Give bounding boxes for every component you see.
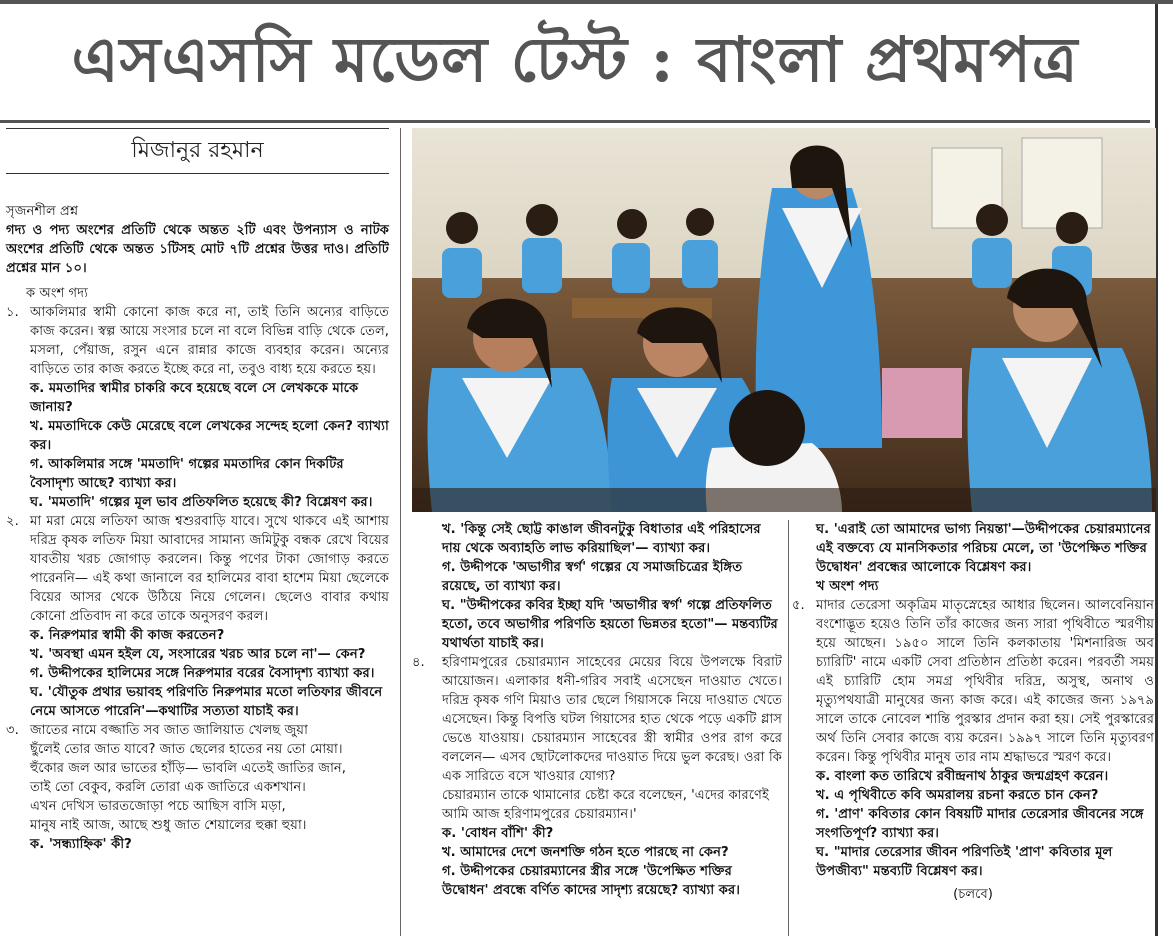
q3-poem-line: এখন দেখিস ভারতজোড়া পচে আছিস বাসি মড়া, <box>30 799 286 814</box>
q4-ka: ক. 'বোধন বাঁশি' কী? <box>442 826 554 841</box>
classroom-illustration <box>412 128 1156 512</box>
q5-stem: মাদার তেরেসা অকৃত্রিম মাতৃস্নেহের আধার ছিলেন। আলবেনিয়ান বংশোদ্ভূত হয়েও তিনি তাঁর কাজের জন্য সারা পৃথিবীতে স্মরণীয় হয়ে আছেন। ১৯৫০ সালে তিনি কলকাতায় 'মিশনারিজ অব চ্যারিটি' নামে একটি সেবা প্রতিষ্ঠান প্রতিষ্ঠা করেন। পরবর্তী সময় এই চ্যারিটি হোম সমগ্র পৃথিবীর দরিদ্র, অসুস্থ, অনাথ ও মৃত্যুপথযাত্রী মানুষের জন্য কাজ করে। এই কাজের জন্য ১৯৭৯ সালে তাকে নোবেল শান্তি পুরস্কার প্রদান করা হয়। সেই পুরস্কারের অর্থ তিনি সেবার কাজে ব্যয় করেন। ১৯৯৭ সালে তিনি মৃত্যুবরণ করেন। কিন্তু পৃথিবীর মানুষ তার নাম শ্রদ্ধাভরে স্মরণ করে। <box>816 598 1154 765</box>
q3-poem-line: জাতের নামে বজ্জাতি সব জাত জালিয়াত খেলছ জুয়া <box>30 723 308 738</box>
title-underline <box>0 120 1150 123</box>
continued-note: (চলবে) <box>953 887 993 902</box>
q2-kha: খ. 'অবস্থা এমন হইল যে, সংসারের খরচ আর চলে না'— কেন? <box>30 647 366 662</box>
q5-ga: গ. 'প্রাণ' কবিতার কোন বিষয়টি মাদার তেরেসার জীবনের সঙ্গে সংগতিপূর্ণ? ব্যাখ্যা কর। <box>816 807 1144 841</box>
q5-gha: ঘ. "মাদার তেরেসার জীবন পরিণতিই 'প্রাণ' কবিতার মূল উপজীব্য" মন্তব্যটি বিশ্লেষণ কর। <box>816 845 1113 879</box>
section-prose: ক অংশ গদ্য <box>26 286 88 301</box>
q3-ka: ক. 'সন্ধ্যাহ্নিক' কী? <box>30 837 132 852</box>
byline <box>6 128 389 174</box>
intro-label: সৃজনশীল প্রশ্ন <box>6 204 79 219</box>
q4-stem-2: চেয়ারম্যান তাকে থামানোর চেষ্টা করে বলেছেন, 'এদের কারণেই আমি আজ হরিণামপুরের চেয়ারম্যান।' <box>442 788 769 822</box>
column-divider <box>788 520 789 936</box>
column-divider <box>400 128 401 936</box>
q2-stem: মা মরা মেয়ে লতিফা আজ শ্বশুরবাড়ি যাবে। সুখে থাকবে এই আশায় দরিদ্র কৃষক লতিফ মিয়া আবাদের সামান্য জমিটুকু বন্ধক রেখে বিয়ের যাবতীয় খরচ জোগাড় করলেন। কিন্তু পণের টাকা জোগাড় করতে পারেননি— এই কথা জানালে বর হালিমের বাবা হাশেম মিয়া ছেলেকে বিয়ের আসর থেকে উঠিয়ে নিয়ে গেলেন। ছেলেও বাবার কথায় কোনো প্রতিবাদ না করে তাকে অনুসরণ করল। <box>30 514 389 624</box>
section-poetry: খ অংশ পদ্য <box>816 579 879 594</box>
q1-ga: গ. আকলিমার সঙ্গে 'মমতাদি' গল্পের মমতাদির কোন দিকটির বৈসাদৃশ্য আছে? ব্যাখ্যা কর। <box>30 457 344 491</box>
q3-poem-line: তাই তো বেকুব, করলি তোরা এক জাতিরে একশখান। <box>30 780 306 795</box>
q3-gha: ঘ. "উদ্দীপকের কবির ইচ্ছা যদি 'অভাগীর স্বর্গ' গল্পে প্রতিফলিত হতো, তবে অভাগীর পরিণতি হয়তো ভিন্নতর হতো"— মন্তব্যটির যথার্থতা যাচাই কর। <box>442 598 778 651</box>
q3-poem-line: ছুঁলেই তোর জাত যাবে? জাত ছেলের হাতের নয় তো মোয়া। <box>30 742 343 757</box>
q1-stem: আকলিমার স্বামী কোনো কাজ করে না, তাই তিনি অন্যের বাড়িতে কাজ করেন। স্বল্প আয়ে সংসার চলে না বলে বিভিন্ন বাড়ি থেকে তেল, মসলা, পেঁয়াজ, রসুন এনে রান্নার কাজে ব্যবহার করেন। অন্যের বাড়িতে তার কাজ করতে ইচ্ছে করে না, তবুও বাধ্য হয়ে করতে হয়। <box>30 305 389 377</box>
q2-ka: ক. নিরুপমার স্বামী কী কাজ করতেন? <box>30 628 225 643</box>
column-3 <box>792 520 1154 904</box>
q2-ga: গ. উদ্দীপকের হালিমের সঙ্গে নিরুপমার বরের বৈসাদৃশ্য ব্যাখ্যা কর। <box>30 666 375 681</box>
question-3: ৩. জাতের নামে বজ্জাতি সব জাত জালিয়াত খেলছ জুয়া ছুঁলেই তোর জাত যাবে? জাত ছেলের হাতের নয় তো মোয়া। হুঁকোর জল আর ভাতের হাঁড়ি— ভাবলি এতেই জাতির জান, তাই তো বেকুব, করলি তোরা এক জাতিরে একশখান। এখন দেখিস ভারতজোড়া পচে আছিস বাসি মড়া, মানুষ নাই আজ, আছে শুধু জাত শেয়ালের হুক্কা হুয়া। ক. 'সন্ধ্যাহ্নিক' কী? <box>6 721 389 854</box>
q3-poem-line: হুঁকোর জল আর ভাতের হাঁড়ি— ভাবলি এতেই জাতির জান, <box>30 761 346 776</box>
author-name: মিজানুর রহমান <box>131 137 264 163</box>
q4-kha: খ. আমাদের দেশে জনশক্তি গঠন হতে পারছে না কেন? <box>442 845 729 860</box>
q1-kha: খ. মমতাদিকে কেউ মেরেছে বলে লেখকের সন্দেহ হলো কেন? ব্যাখ্যা কর। <box>30 419 389 453</box>
q4-gha: ঘ. 'এরাই তো আমাদের ভাগ্য নিয়ন্তা'—উদ্দীপকের চেয়ারম্যানের এই বক্তব্যে যে মানসিকতার পরিচয় মেলে, তা 'উপেক্ষিত শক্তির উদ্বোধন' প্রবন্ধের আলোকে বিশ্লেষণ কর। <box>816 522 1151 575</box>
page-title: এসএসসি মডেল টেস্ট : বাংলা প্রথমপত্র <box>71 22 1079 96</box>
column-2 <box>412 520 782 900</box>
q3-ga: গ. উদ্দীপকে 'অভাগীর স্বর্গ' গল্পের যে সমাজচিত্রের ইঙ্গিত রয়েছে, তা ব্যাখ্যা কর। <box>442 560 743 594</box>
intro-instruction: গদ্য ও পদ্য অংশের প্রতিটি থেকে অন্তত ২টি এবং উপন্যাস ও নাটক অংশের প্রতিটি থেকে অন্তত ১টিসহ মোট ৭টি প্রশ্নের উত্তর দাও। প্রতিটি প্রশ্নের মান ১০। <box>6 223 389 276</box>
classroom-photo <box>412 128 1156 512</box>
question-4: ৪. হরিণামপুরের চেয়ারম্যান সাহেবের মেয়ের বিয়ে উপলক্ষে বিরাট আয়োজন। এলাকার ধনী-গরিব সবাই এসেছেন দাওয়াত খেতে। দরিদ্র কৃষক গণি মিয়াও তার ছেলে গিয়াসকে নিয়ে দাওয়াত খেতে এসেছেন। কিন্তু বিপত্তি ঘটল গিয়াসের হাত থেকে পড়ে একটি গ্লাস ভেঙে যাওয়ায়। চেয়ারম্যান সাহেবের স্ত্রী স্বামীর ওপর রাগ করে বললেন— এসব ছোটলোকদের দাওয়াত দিয়ে ভুল করেছ। ওরা কি এক সারিতে বসে খাওয়ার যোগ্য? চেয়ারম্যান তাকে থামানোর চেষ্টা করে বলেছেন, 'এদের কারণেই আমি আজ হরিণামপুরের চেয়ারম্যান।' ক. 'বোধন বাঁশি' কী? খ. আমাদের দেশে জনশক্তি গঠন হতে পারছে না কেন? গ. উদ্দীপকের চেয়ারম্যানের স্ত্রীর সঙ্গে 'উপেক্ষিত শক্তির উদ্বোধন' প্রবন্ধে বর্ণিত কাদের সাদৃশ্য রয়েছে? ব্যাখ্যা কর। <box>412 655 782 898</box>
q1-ka: ক. মমতাদির স্বামীর চাকরি কবে হয়েছে বলে সে লেখককে মাকে জানায়? <box>30 381 359 415</box>
q3-kha: খ. 'কিন্তু সেই ছোট্ট কাঙাল জীবনটুকু বিধাতার এই পরিহাসের দায় থেকে অব্যাহতি লাভ করিয়াছিল'— ব্যাখ্যা কর। <box>442 522 761 556</box>
q3-poem-line: মানুষ নাই আজ, আছে শুধু জাত শেয়ালের হুক্কা হুয়া। <box>30 818 307 833</box>
q5-ka: ক. বাংলা কত তারিখে রবীন্দ্রনাথ ঠাকুর জন্মগ্রহণ করেন। <box>816 769 1109 784</box>
q4-ga: গ. উদ্দীপকের চেয়ারম্যানের স্ত্রীর সঙ্গে 'উপেক্ষিত শক্তির উদ্বোধন' প্রবন্ধে বর্ণিত কাদের সাদৃশ্য রয়েছে? ব্যাখ্যা কর। <box>442 864 740 898</box>
question-1: ১. আকলিমার স্বামী কোনো কাজ করে না, তাই তিনি অন্যের বাড়িতে কাজ করেন। স্বল্প আয়ে সংসার চলে না বলে বিভিন্ন বাড়ি থেকে তেল, মসলা, পেঁয়াজ, রসুন এনে রান্নার কাজে ব্যবহার করেন। অন্যের বাড়িতে তার কাজ করতে ইচ্ছে করে না, তবুও বাধ্য হয়ে করতে হয়। ক. মমতাদির স্বামীর চাকরি কবে হয়েছে বলে সে লেখককে মাকে জানায়? খ. মমতাদিকে কেউ মেরেছে বলে লেখকের সন্দেহ হলো কেন? ব্যাখ্যা কর। গ. আকলিমার সঙ্গে 'মমতাদি' গল্পের মমতাদির কোন দিকটির বৈসাদৃশ্য আছে? ব্যাখ্যা কর। ঘ. 'মমতাদি' গল্পের মূল ভাব প্রতিফলিত হয়েছে কী? বিশ্লেষণ কর। <box>6 305 389 510</box>
q4-stem: হরিণামপুরের চেয়ারম্যান সাহেবের মেয়ের বিয়ে উপলক্ষে বিরাট আয়োজন। এলাকার ধনী-গরিব সবাই এসেছেন দাওয়াত খেতে। দরিদ্র কৃষক গণি মিয়াও তার ছেলে গিয়াসকে নিয়ে দাওয়াত খেতে এসেছেন। কিন্তু বিপত্তি ঘটল গিয়াসের হাত থেকে পড়ে একটি গ্লাস ভেঙে যাওয়ায়। চেয়ারম্যান সাহেবের স্ত্রী স্বামীর ওপর রাগ করে বললেন— এসব ছোটলোকদের দাওয়াত দিয়ে ভুল করেছ। ওরা কি এক সারিতে বসে খাওয়ার যোগ্য? <box>442 655 782 784</box>
q2-gha: ঘ. 'যৌতুক প্রথার ভয়াবহ পরিণতি নিরুপমার মতো লতিফার জীবনে নেমে আসতে পারেনি'—কথাটির সত্যতা যাচাই কর। <box>30 685 383 719</box>
q1-gha: ঘ. 'মমতাদি' গল্পের মূল ভাব প্রতিফলিত হয়েছে কী? বিশ্লেষণ কর। <box>30 495 373 510</box>
top-rule <box>0 0 1173 4</box>
question-2: ২. মা মরা মেয়ে লতিফা আজ শ্বশুরবাড়ি যাবে। সুখে থাকবে এই আশায় দরিদ্র কৃষক লতিফ মিয়া আবাদের সামান্য জমিটুকু বন্ধক রেখে বিয়ের যাবতীয় খরচ জোগাড় করলেন। কিন্তু পণের টাকা জোগাড় করতে পারেননি— এই কথা জানালে বর হালিমের বাবা হাশেম মিয়া ছেলেকে বিয়ের আসর থেকে উঠিয়ে নিয়ে গেলেন। ছেলেও বাবার কথায় কোনো প্রতিবাদ না করে তাকে অনুসরণ করল। ক. নিরুপমার স্বামী কী কাজ করতেন? খ. 'অবস্থা এমন হইল যে, সংসারের খরচ আর চলে না'— কেন? গ. উদ্দীপকের হালিমের সঙ্গে নিরুপমার বরের বৈসাদৃশ্য ব্যাখ্যা কর। ঘ. 'যৌতুক প্রথার ভয়াবহ পরিণতি নিরুপমার মতো লতিফার জীবনে নেমে আসতে পারেনি'—কথাটির সত্যতা যাচাই কর। <box>6 514 389 719</box>
column-1 <box>6 202 389 854</box>
question-5: ৫. মাদার তেরেসা অকৃত্রিম মাতৃস্নেহের আধার ছিলেন। আলবেনিয়ান বংশোদ্ভূত হয়েও তিনি তাঁর কাজের জন্য সারা পৃথিবীতে স্মরণীয় হয়ে আছেন। ১৯৫০ সালে তিনি কলকাতায় 'মিশনারিজ অব চ্যারিটি' নামে একটি সেবা প্রতিষ্ঠান প্রতিষ্ঠা করেন। পরবর্তী সময় এই চ্যারিটি হোম সমগ্র পৃথিবীর দরিদ্র, অসুস্থ, অনাথ ও মৃত্যুপথযাত্রী মানুষের জন্য কাজ করে। এই কাজের জন্য ১৯৭৯ সালে তাকে নোবেল শান্তি পুরস্কার প্রদান করা হয়। সেই পুরস্কারের অর্থ তিনি সেবার কাজে ব্যয় করেন। ১৯৯৭ সালে তিনি মৃত্যুবরণ করেন। কিন্তু পৃথিবীর মানুষ তার নাম শ্রদ্ধাভরে স্মরণ করে। ক. বাংলা কত তারিখে রবীন্দ্রনাথ ঠাকুর জন্মগ্রহণ করেন। খ. এ পৃথিবীতে কবি অমরালয় রচনা করতে চান কেন? গ. 'প্রাণ' কবিতার কোন বিষয়টি মাদার তেরেসার জীবনের সঙ্গে সংগতিপূর্ণ? ব্যাখ্যা কর। ঘ. "মাদার তেরেসার জীবন পরিণতিই 'প্রাণ' কবিতার মূল উপজীব্য" মন্তব্যটি বিশ্লেষণ কর। <box>792 598 1154 879</box>
masthead <box>0 8 1150 120</box>
q5-kha: খ. এ পৃথিবীতে কবি অমরালয় রচনা করতে চান কেন? <box>816 788 1099 803</box>
